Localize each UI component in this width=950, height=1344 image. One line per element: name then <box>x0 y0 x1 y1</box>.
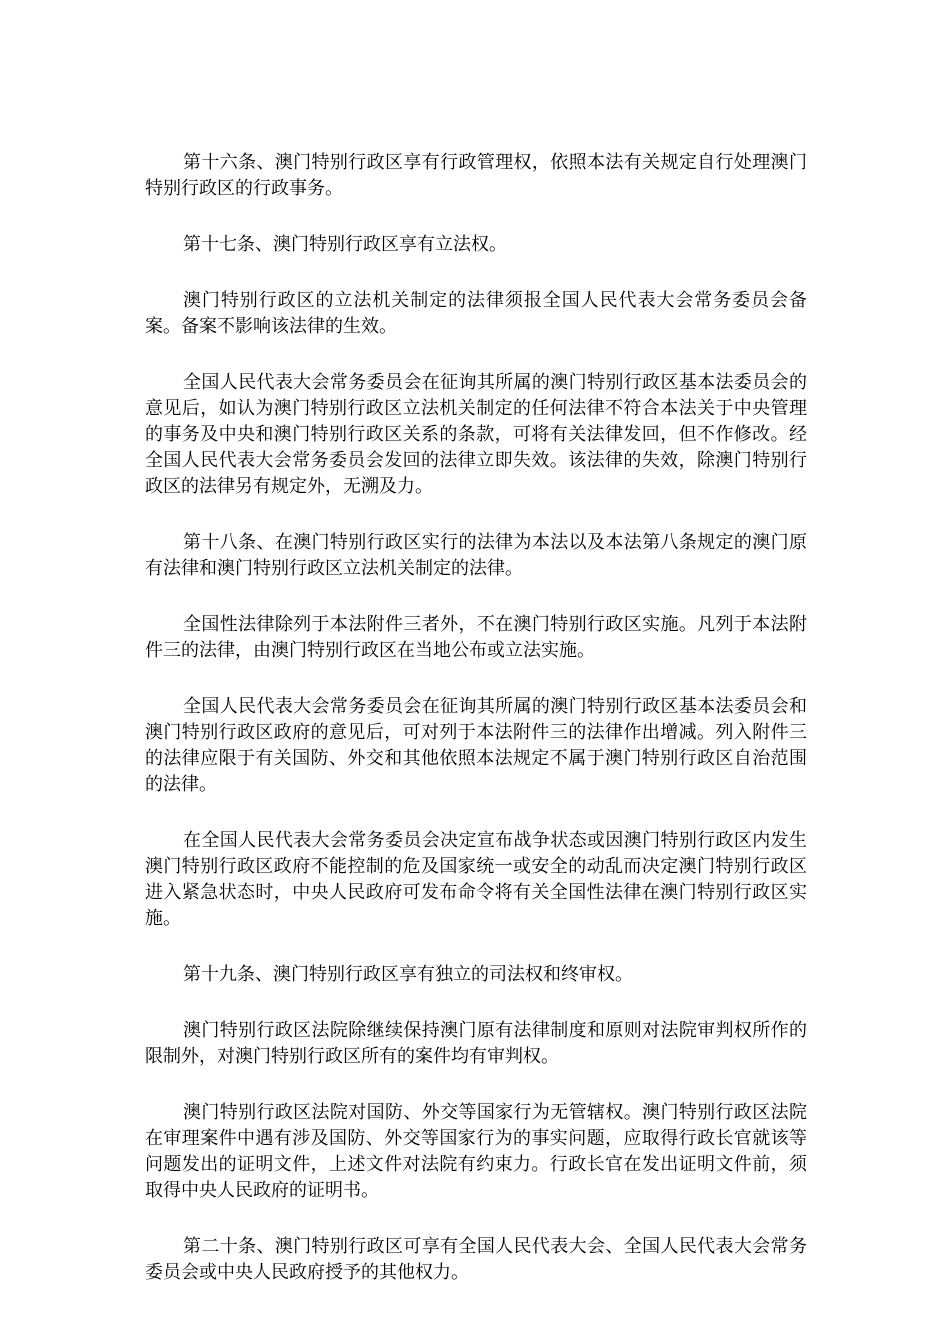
paragraph-article-17-return: 全国人民代表大会常务委员会在征询其所属的澳门特别行政区基本法委员会的意见后，如认为澳门特别行政区立法机关制定的任何法律不符合本法关于中央管理的事务及中央和澳门特别行政区关系的条款，可将有关法律发回，但不作修改。经全国人民代表大会常务委员会发回的法律立即失效。该法律的失效，除澳门特别行政区的法律另有规定外，无溯及力。 <box>145 372 807 497</box>
paragraph-article-20: 第二十条、澳门特别行政区可享有全国人民代表大会、全国人民代表大会常务委员会或中央人民政府授予的其他权力。 <box>145 1236 807 1283</box>
paragraph-article-18-emergency: 在全国人民代表大会常务委员会决定宣布战争状态或因澳门特别行政区内发生澳门特别行政区政府不能控制的危及国家统一或安全的动乱而决定澳门特别行政区进入紧急状态时，中央人民政府可发布命令将有关全国性法律在澳门特别行政区实施。 <box>145 830 807 929</box>
paragraph-article-19-jurisdiction: 澳门特别行政区法院除继续保持澳门原有法律制度和原则对法院审判权所作的限制外，对澳门特别行政区所有的案件均有审判权。 <box>145 1020 807 1067</box>
paragraph-article-17-filing: 澳门特别行政区的立法机关制定的法律须报全国人民代表大会常务委员会备案。备案不影响该法律的生效。 <box>145 290 807 337</box>
paragraph-article-17: 第十七条、澳门特别行政区享有立法权。 <box>183 234 507 255</box>
document-page <box>145 150 807 1316</box>
paragraph-article-19: 第十九条、澳门特别行政区享有独立的司法权和终审权。 <box>183 964 633 985</box>
paragraph-article-16: 第十六条、澳门特别行政区享有行政管理权，依照本法有关规定自行处理澳门特别行政区的行政事务。 <box>145 152 807 199</box>
paragraph-article-18-national-laws: 全国性法律除列于本法附件三者外，不在澳门特别行政区实施。凡列于本法附件三的法律，由澳门特别行政区在当地公布或立法实施。 <box>145 614 807 661</box>
paragraph-article-19-acts-of-state: 澳门特别行政区法院对国防、外交等国家行为无管辖权。澳门特别行政区法院在审理案件中遇有涉及国防、外交等国家行为的事实问题，应取得行政长官就该等问题发出的证明文件，上述文件对法院有约束力。行政长官在发出证明文件前，须取得中央人民政府的证明书。 <box>145 1102 807 1201</box>
paragraph-article-18-annex-three: 全国人民代表大会常务委员会在征询其所属的澳门特别行政区基本法委员会和澳门特别行政区政府的意见后，可对列于本法附件三的法律作出增减。列入附件三的法律应限于有关国防、外交和其他依照本法规定不属于澳门特别行政区自治范围的法律。 <box>145 696 807 795</box>
paragraph-article-18: 第十八条、在澳门特别行政区实行的法律为本法以及本法第八条规定的澳门原有法律和澳门特别行政区立法机关制定的法律。 <box>145 532 807 579</box>
